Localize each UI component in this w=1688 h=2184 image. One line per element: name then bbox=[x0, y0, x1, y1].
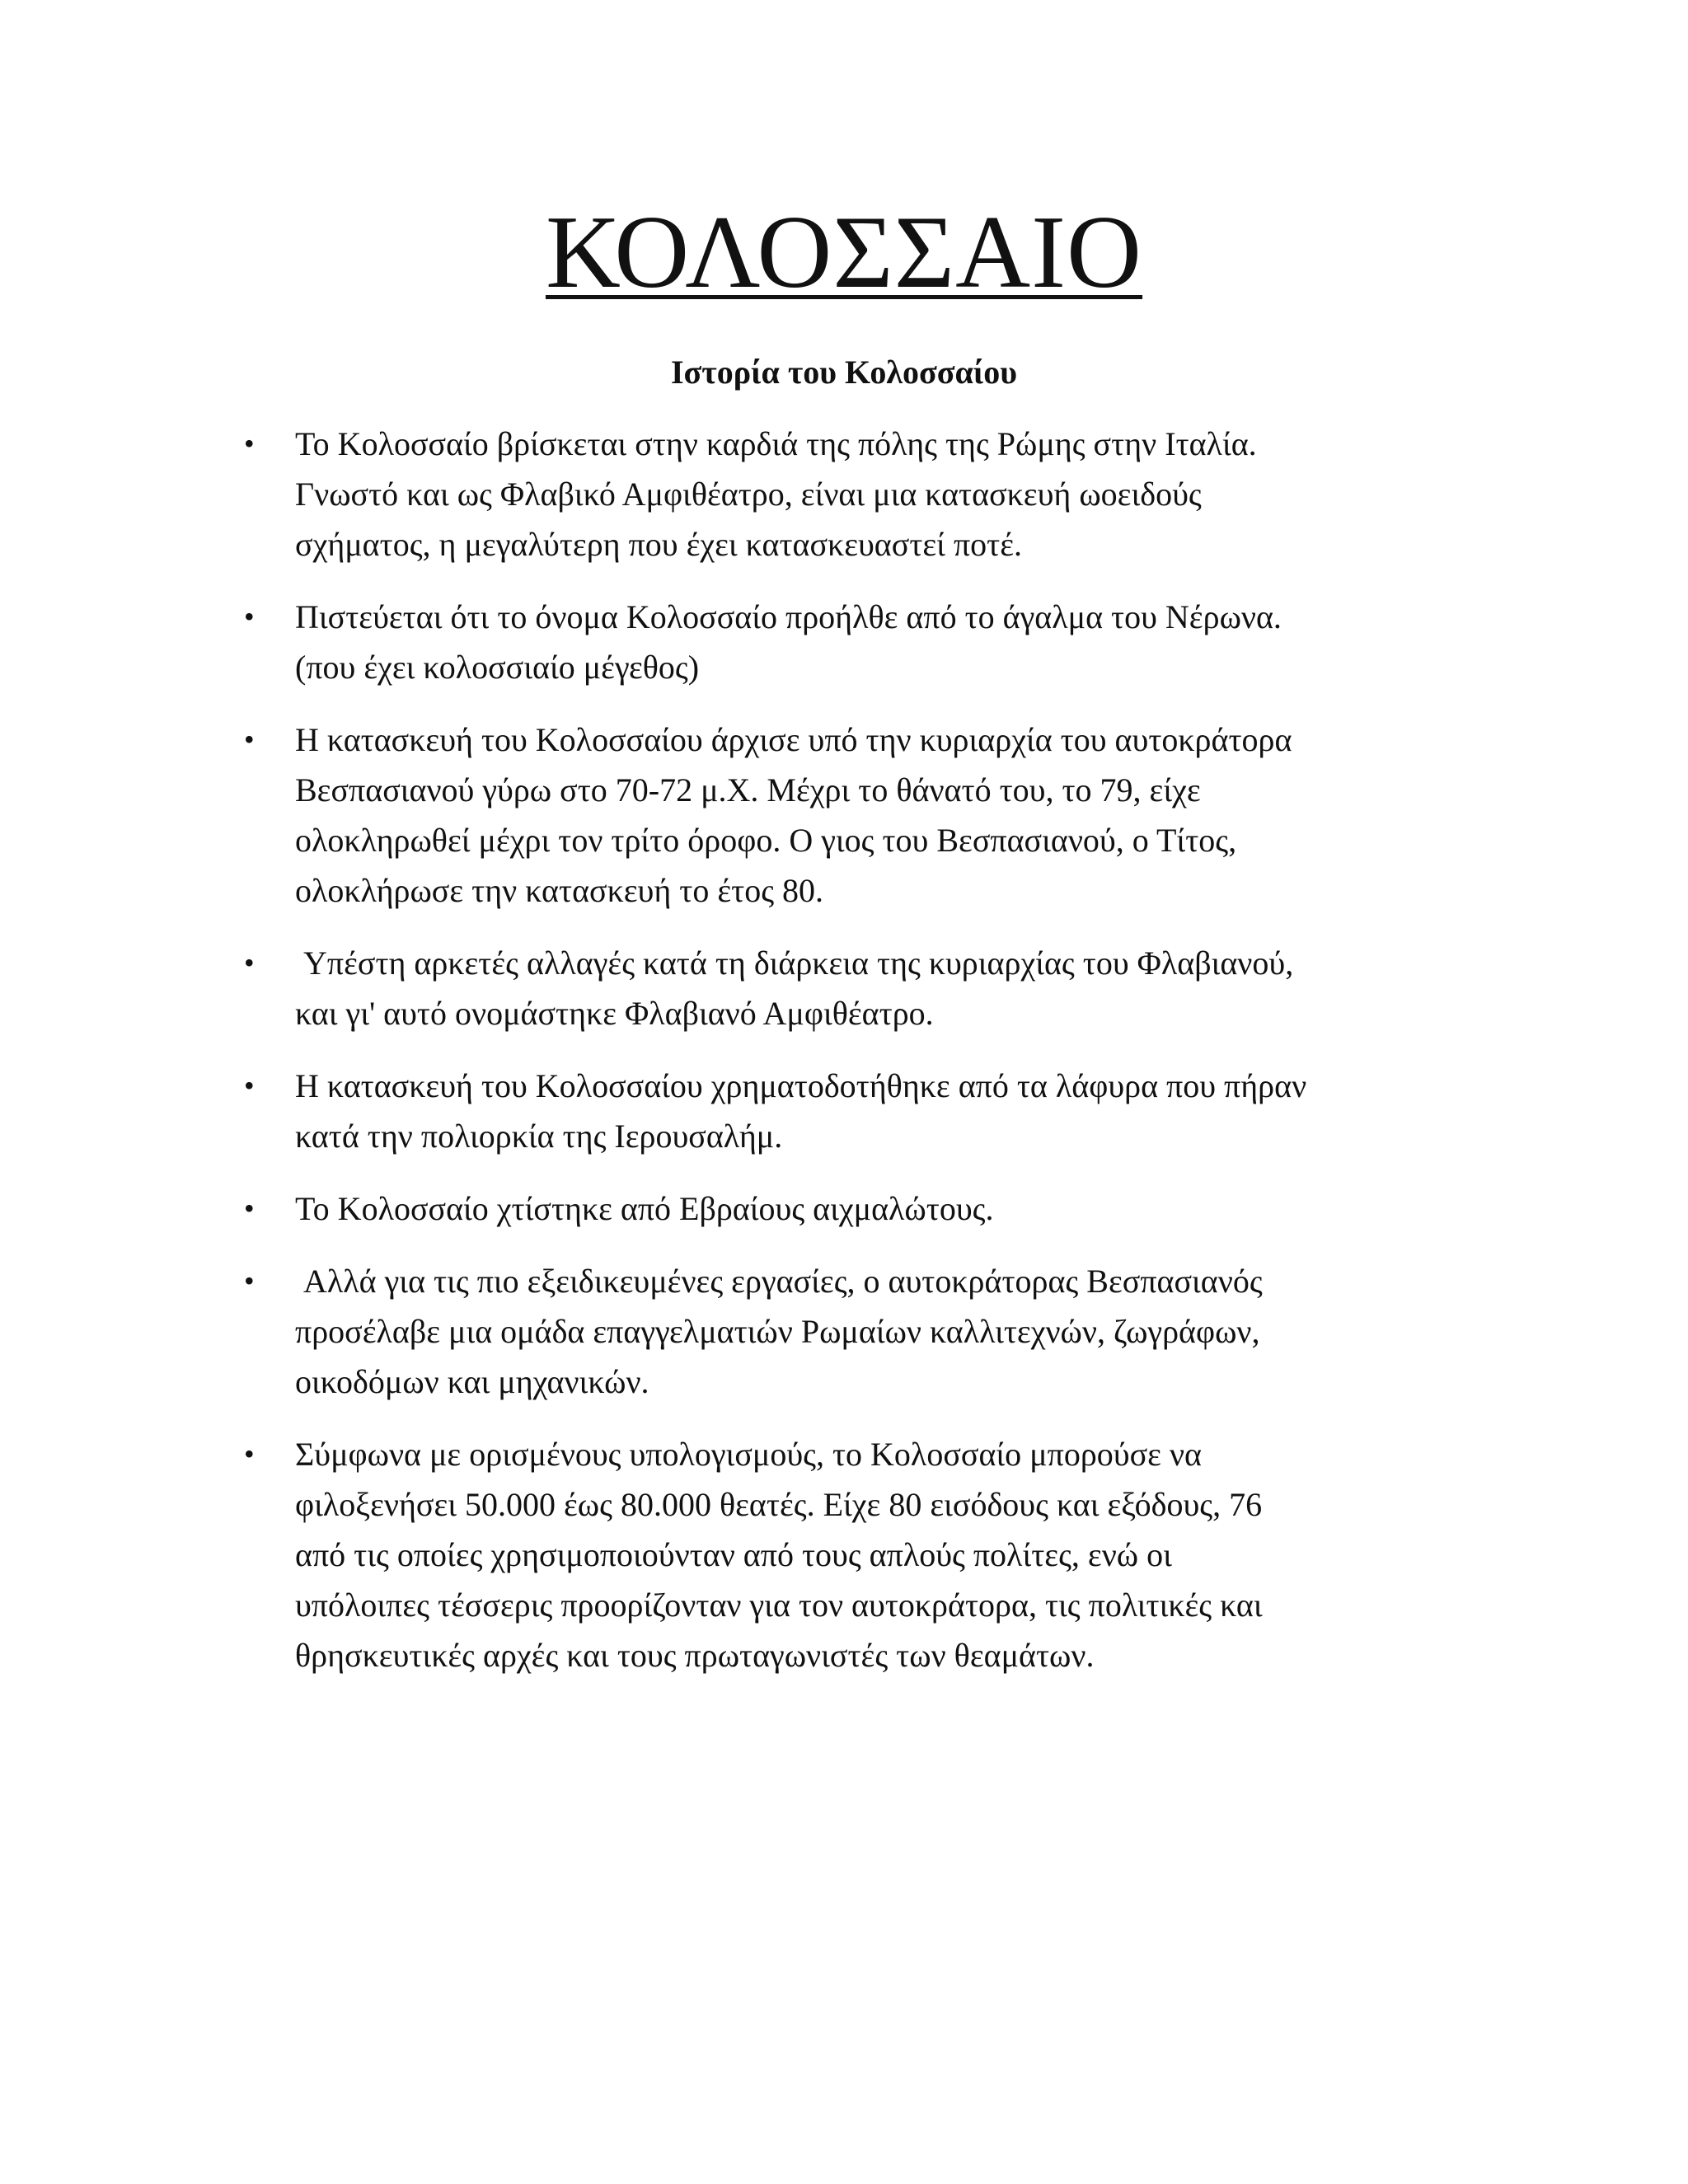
bullet-item bbox=[236, 592, 1489, 692]
bullet-text: Το Κολοσσαίο βρίσκεται στην καρδιά της πόλης της Ρώμης στην Ιταλία. Γνωστό και ως Φλαβικό Αμφιθέατρο, είναι μια κατασκευή ωοειδούς σχήματος, η μεγαλύτερη που έχει κατασκευαστεί ποτέ. bbox=[295, 425, 1257, 563]
bullet-text: Η κατασκευή του Κολοσσαίου χρηματοδοτήθηκε από τα λάφυρα που πήραν κατά την πολιορκία της Ιερουσαλήμ. bbox=[295, 1067, 1307, 1155]
bullet-text: Υπέστη αρκετές αλλαγές κατά τη διάρκεια της κυριαρχίας του Φλαβιανού, και γι' αυτό ονομάστηκε Φλαβιανό Αμφιθέατρο. bbox=[295, 944, 1294, 1032]
bullet-icon: • bbox=[244, 427, 255, 460]
bullet-item bbox=[236, 1061, 1489, 1161]
bullet-icon: • bbox=[244, 1069, 255, 1102]
bullet-item bbox=[236, 1183, 1489, 1234]
bullet-icon: • bbox=[244, 1192, 255, 1225]
bullet-item bbox=[236, 715, 1489, 916]
bullet-list bbox=[236, 419, 1489, 1703]
bullet-item bbox=[236, 419, 1489, 569]
bullet-icon: • bbox=[244, 1264, 255, 1297]
bullet-icon: • bbox=[244, 723, 255, 756]
bullet-icon: • bbox=[244, 946, 255, 979]
bullet-text: Η κατασκευή του Κολοσσαίου άρχισε υπό την κυριαρχία του αυτοκράτορα Βεσπασιανού γύρω στο 70-72 μ.Χ. Μέχρι το θάνατό του, το 79, είχε ολοκληρωθεί μέχρι τον τρίτο όροφο. Ο γιος του Βεσπασιανού, ο Τίτος, ολοκλήρωσε την κατασκευή το έτος 80. bbox=[295, 721, 1292, 909]
bullet-icon: • bbox=[244, 1437, 255, 1470]
bullet-text: Το Κολοσσαίο χτίστηκε από Εβραίους αιχμαλώτους. bbox=[295, 1190, 994, 1227]
section-subtitle: Ιστορία του Κολοσσαίου bbox=[670, 354, 1018, 391]
bullet-item bbox=[236, 1429, 1489, 1680]
bullet-icon: • bbox=[244, 600, 255, 633]
bullet-item bbox=[236, 1256, 1489, 1407]
page-title bbox=[0, 191, 1688, 315]
bullet-item bbox=[236, 938, 1489, 1038]
bullet-text: Πιστεύεται ότι το όνομα Κολοσσαίο προήλθε από το άγαλμα του Νέρωνα. (που έχει κολοσσιαίο μέγεθος) bbox=[295, 598, 1282, 686]
bullet-text: Σύμφωνα με ορισμένους υπολογισμούς, το Κολοσσαίο μπορούσε να φιλοξενήσει 50.000 έως 80.000 θεατές. Είχε 80 εισόδους και εξόδους, 76 από τις οποίες χρησιμοποιούνταν από τους απλούς πολίτες, ενώ οι υπόλοιπες τέσσερις προορίζονταν για τον αυτοκράτορα, τις πολιτικές και θρησκευτικές αρχές και τους πρωταγωνιστές των θεαμάτων. bbox=[295, 1436, 1263, 1674]
page-title-text: ΚΟΛΟΣΣΑΙΟ bbox=[545, 195, 1143, 310]
bullet-text: Αλλά για τις πιο εξειδικευμένες εργασίες, ο αυτοκράτορας Βεσπασιανός προσέλαβε μια ομάδα επαγγελματιών Ρωμαίων καλλιτεχνών, ζωγράφων, οικοδόμων και μηχανικών. bbox=[295, 1263, 1263, 1400]
